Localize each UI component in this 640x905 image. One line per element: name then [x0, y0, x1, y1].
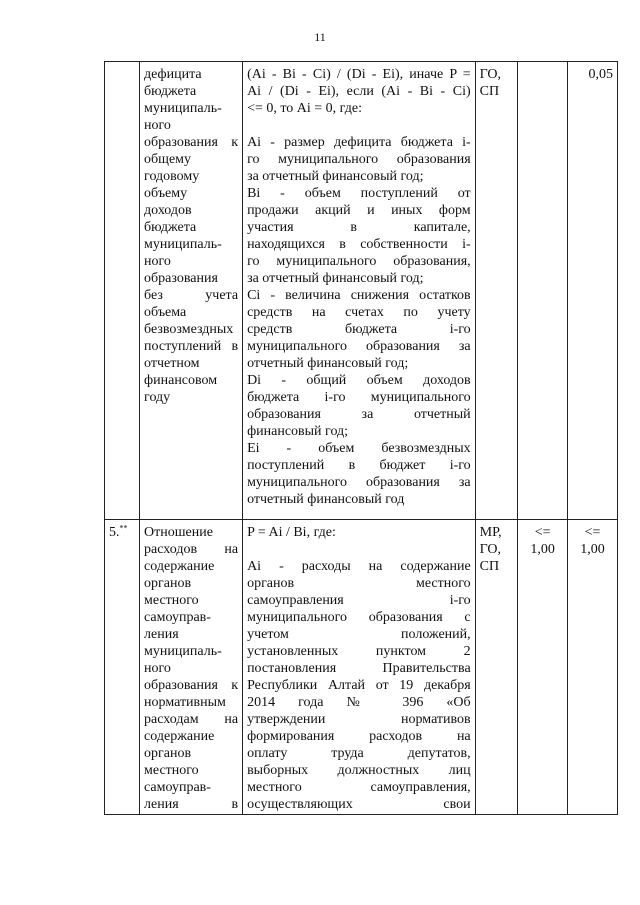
formula-line: Ai - размер дефицита бюджета i-: [247, 135, 471, 150]
formula-line: за отчетный финансовый год;: [247, 169, 424, 184]
formula-line: оплату труда депутатов,: [247, 746, 471, 761]
formula-line: Республики Алтай от 19 декабря: [247, 678, 471, 693]
formula-line: отчетный финансовый год: [247, 492, 405, 507]
formula-line: Bi - объем поступлений от: [247, 186, 471, 201]
indicator-name-line: муниципаль-: [144, 101, 222, 116]
indicator-name-line: бюджета: [144, 220, 197, 235]
formula-line: за отчетный финансовый год;: [247, 271, 424, 286]
threshold-value: <=: [584, 525, 601, 540]
formula-line: отчетный финансовый год;: [247, 356, 409, 371]
indicator-name-line: расходов на: [144, 542, 239, 557]
indicator-name-line: нормативным: [144, 695, 226, 710]
formula-line: муниципального образования за: [247, 339, 471, 354]
formula-line: органов местного: [247, 576, 471, 591]
formula-line: P = Ai / Bi, где:: [247, 525, 336, 540]
threshold-value: <=: [534, 525, 551, 540]
indicator-name-line: самоуправ-: [144, 610, 211, 625]
formula-line: Ci - величина снижения остатков: [247, 288, 471, 303]
indicator-name-line: финансовом: [144, 373, 218, 388]
indicator-name-line: образования к: [144, 135, 239, 150]
row-number-footnote-mark: **: [119, 523, 128, 533]
formula-line: образования за отчетный: [247, 407, 471, 422]
indicator-name-line: органов: [144, 746, 192, 761]
municipality-level: МР,: [479, 525, 502, 540]
indicator-name-line: безвозмездных: [144, 322, 234, 337]
indicator-name-line: образования к: [144, 678, 239, 693]
indicator-name-line: местного: [144, 763, 199, 778]
formula-line: Di - общий объем доходов: [247, 373, 471, 388]
formula-line: постановления Правительства: [247, 661, 471, 676]
formula-line: Ai / (Di - Ei), если (Ai - Bi - Ci): [247, 84, 471, 99]
formula-line: поступлений в бюджет i-го: [247, 458, 471, 473]
formula-line: (Ai - Bi - Ci) / (Di - Ei), иначе P =: [247, 67, 471, 82]
formula-line: осуществляющих свои: [247, 797, 471, 812]
threshold-value: 1,00: [580, 542, 605, 557]
formula-line: го муниципального образования,: [247, 254, 471, 269]
formula-cell: [243, 62, 476, 520]
formula-line: средств бюджета i-го: [247, 322, 471, 337]
indicator-name-line: ного: [144, 661, 171, 676]
formula-line: продажи акций и иных форм: [247, 203, 471, 218]
formula-line: местного самоуправления,: [247, 780, 471, 795]
formula-line: [247, 541, 471, 558]
indicator-name-cell: [140, 520, 243, 815]
indicator-name-line: бюджета: [144, 84, 197, 99]
indicator-name-line: без учета: [144, 288, 239, 303]
indicator-name-line: муниципаль-: [144, 237, 222, 252]
threshold-value2-cell: [568, 62, 618, 520]
formula-line: [247, 117, 471, 134]
formula-line: 2014 года № 396 «Об: [247, 695, 471, 710]
threshold-value1-cell: [518, 520, 568, 815]
formula-line: муниципального образования с: [247, 610, 471, 625]
indicator-name-line: муниципаль-: [144, 644, 222, 659]
formula-line: установленных пунктом 2: [247, 644, 471, 659]
indicator-name-line: доходов: [144, 203, 192, 218]
formula-line: самоуправления i-го: [247, 593, 471, 608]
indicator-name-line: годовому: [144, 169, 200, 184]
formula-line: финансовый год;: [247, 424, 349, 439]
threshold-value: 0,05: [588, 67, 613, 82]
formula-line: учетом положений,: [247, 627, 471, 642]
page-number: 11: [314, 30, 326, 44]
indicator-name-line: году: [144, 390, 171, 405]
table-row: [105, 62, 618, 520]
indicator-name-line: общему: [144, 152, 192, 167]
indicator-name-line: органов: [144, 576, 192, 591]
formula-line: <= 0, то Ai = 0, где:: [247, 101, 362, 116]
indicator-name-line: ного: [144, 118, 171, 133]
municipality-level: ГО,: [479, 542, 502, 557]
formula-line: го муниципального образования: [247, 152, 471, 167]
indicator-name-line: местного: [144, 593, 199, 608]
indicator-name-line: поступлений в: [144, 339, 239, 354]
municipality-level-cell: [475, 520, 517, 815]
formula-line: находящихся в собственности i-: [247, 237, 471, 252]
threshold-value1-cell: [518, 62, 568, 520]
indicator-name-line: ного: [144, 254, 171, 269]
indicator-name-line: содержание: [144, 729, 215, 744]
formula-line: Ai - расходы на содержание: [247, 559, 471, 574]
indicator-name-line: расходам на: [144, 712, 239, 727]
row-number: 5.: [109, 525, 120, 540]
municipality-level: ГО,: [479, 67, 502, 82]
indicator-name-line: содержание: [144, 559, 215, 574]
municipality-level: СП: [479, 559, 500, 574]
formula-line: утверждении нормативов: [247, 712, 471, 727]
formula-line: формирования расходов на: [247, 729, 471, 744]
formula-line: участия в капитале,: [247, 220, 471, 235]
indicator-name-line: Отношение: [144, 525, 213, 540]
threshold-value2-cell: [568, 520, 618, 815]
indicator-name-line: объема: [144, 305, 187, 320]
formula-line: муниципального образования за: [247, 475, 471, 490]
formula-line: бюджета i-го муниципального: [247, 390, 471, 405]
formula-line: Ei - объем безвозмездных: [247, 441, 471, 456]
formula-line: выборных должностных лиц: [247, 763, 471, 778]
indicator-name-line: образования: [144, 271, 218, 286]
indicator-name-cell: [140, 62, 243, 520]
indicator-name-line: объему: [144, 186, 188, 201]
threshold-value: 1,00: [530, 542, 555, 557]
municipality-level: СП: [479, 84, 500, 99]
row-number-cell: [105, 62, 140, 520]
formula-line: средств на счетах по учету: [247, 305, 471, 320]
formula-cell: [243, 520, 476, 815]
row-number-cell: [105, 520, 140, 815]
table-row: [105, 520, 618, 815]
indicator-name-line: ления в: [144, 797, 239, 812]
municipality-level-cell: [475, 62, 517, 520]
indicator-name-line: отчетном: [144, 356, 200, 371]
indicator-name-line: ления: [144, 627, 179, 642]
indicator-name-line: самоуправ-: [144, 780, 211, 795]
indicator-name-line: дефицита: [144, 67, 202, 82]
criteria-table: [104, 61, 618, 815]
